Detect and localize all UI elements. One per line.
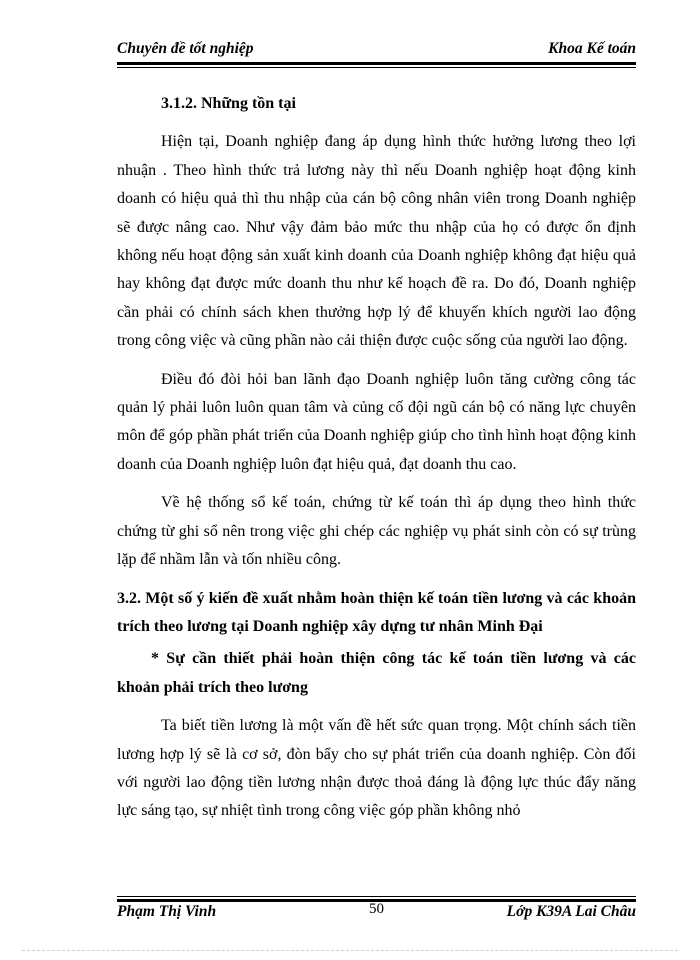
footer-author: Phạm Thị Vinh — [117, 903, 217, 920]
paragraph-2: Điều đó đòi hỏi ban lãnh đạo Doanh nghiệp luôn tăng cường công tác quản lý phải luôn luôn quan tâm và củng cố đội ngũ cán bộ có năng lực chuyên môn để góp phần phát triển của Doanh nghiệp giúp cho tình hình hoạt động kinh doanh của Doanh nghiệp luôn đạt hiệu quả, đạt doanh thu cao. — [117, 370, 636, 473]
paragraph-3: Về hệ thống sổ kế toán, chứng từ kế toán thì áp dụng theo hình thức chứng từ ghi sổ nên trong việc ghi chép các nghiệp vụ phát sinh còn có sự trùng lặp để nhầm lẫn và tốn nhiều công. — [117, 494, 636, 569]
paragraph-4: Ta biết tiền lương là một vấn đề hết sức quan trọng. Một chính sách tiền lương hợp lý sẽ là cơ sở, đòn bẩy cho sự phát triển của doanh nghiệp. Còn đối với người lao động tiền lương nhận được thoả đáng là động lực thúc đẩy năng lực sáng tạo, sự nhiệt tình trong công việc góp phần không nhỏ — [117, 717, 636, 820]
page-footer — [117, 901, 636, 923]
header-rule — [117, 62, 636, 68]
paragraph-1: Hiện tại, Doanh nghiệp đang áp dụng hình thức hưởng lương theo lợi nhuận . Theo hình thức trả lương này thì nếu Doanh nghiệp hoạt động kinh doanh có hiệu quả thì thu nhập của cán bộ công nhân viên trong Doanh nghiệp sẽ được nâng cao. Như vậy đảm bảo mức thu nhập của họ có được ổn định không nếu hoạt động sản xuất kinh doanh của Doanh nghiệp không đạt hiệu quả hay không đạt được mức doanh thu như kế hoạch đề ra. Do đó, Doanh nghiệp cần phải có chính sách khen thưởng hợp lý để khuyến khích người lao động trong công việc và cũng phần nào cải thiện được cuộc sống của người lao động. — [117, 133, 636, 350]
page-edge-line — [22, 950, 678, 951]
header-faculty: Khoa Kế toán — [548, 40, 636, 57]
section-heading-3-1-2: 3.1.2. Những tồn tại — [161, 95, 296, 112]
section-heading-3-2: 3.2. Một số ý kiến đề xuất nhằm hoàn thiện kế toán tiền lương và các khoản trích theo lương tại Doanh nghiệp xây dựng tư nhân Minh Đại — [117, 589, 636, 635]
page-body — [117, 90, 636, 836]
header-document-type: Chuyên đề tốt nghiệp — [117, 40, 254, 57]
footer-class: Lớp K39A Lai Châu — [506, 903, 636, 920]
page-number: 50 — [369, 901, 384, 917]
page-header — [117, 38, 636, 62]
subsection-heading: * Sự cần thiết phải hoàn thiện công tác kế toán tiền lương và các khoản phải trích theo lương — [117, 650, 636, 696]
